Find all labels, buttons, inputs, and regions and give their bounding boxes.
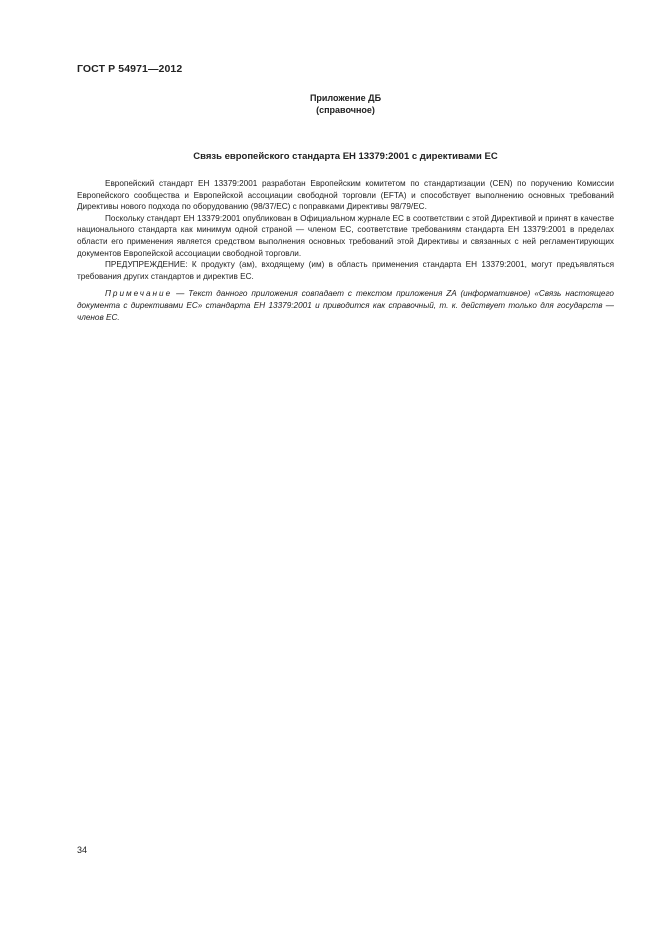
annex-heading	[77, 92, 614, 116]
body-text	[77, 178, 614, 323]
annex-subtitle: (справочное)	[316, 105, 375, 115]
page-number: 34	[77, 845, 88, 855]
paragraph: Европейский стандарт ЕН 13379:2001 разработан Европейским комитетом по стандартизации (CEN) по поручению Комиссии Европейского сообщества и Европейской ассоциации свободной торговли (EFTA) и способствует выполнению основных требований Директивы нового подхода по оборудованию (98/37/ЕС) с поправками Директивы 98/79/ЕС.	[77, 179, 614, 212]
note	[77, 288, 614, 323]
paragraph: ПРЕДУПРЕЖДЕНИЕ: К продукту (ам), входящему (им) в область применения стандарта ЕН 13379:2001, могут предъявляться требования других стандартов и директив ЕС.	[77, 260, 614, 281]
note-label: Примечание	[105, 289, 173, 299]
document-header: ГОСТ Р 54971—2012	[77, 63, 183, 75]
note-text: — Текст данного приложения совпадает с текстом приложения ZA (информативное) «Связь настоящего документа с директивами ЕС» стандарта ЕН 13379:2001 и приводится как справочный, т. к. действует только для государств — членов ЕС.	[77, 289, 614, 322]
paragraph: Поскольку стандарт ЕН 13379:2001 опубликован в Официальном журнале ЕС в соответствии с этой Директивой и принят в качестве национального стандарта как минимум одной страной — членом ЕС, соответствие требованиям стандарта ЕН 13379:2001 в пределах области его применения является средством выполнения основных требований этой Директивы и связанных с ней регламентирующих документов Европейской ассоциации свободной торговли.	[77, 213, 614, 258]
annex-title: Приложение ДБ	[309, 93, 382, 103]
section-title: Связь европейского стандарта ЕН 13379:2001 с директивами ЕС	[193, 151, 498, 162]
